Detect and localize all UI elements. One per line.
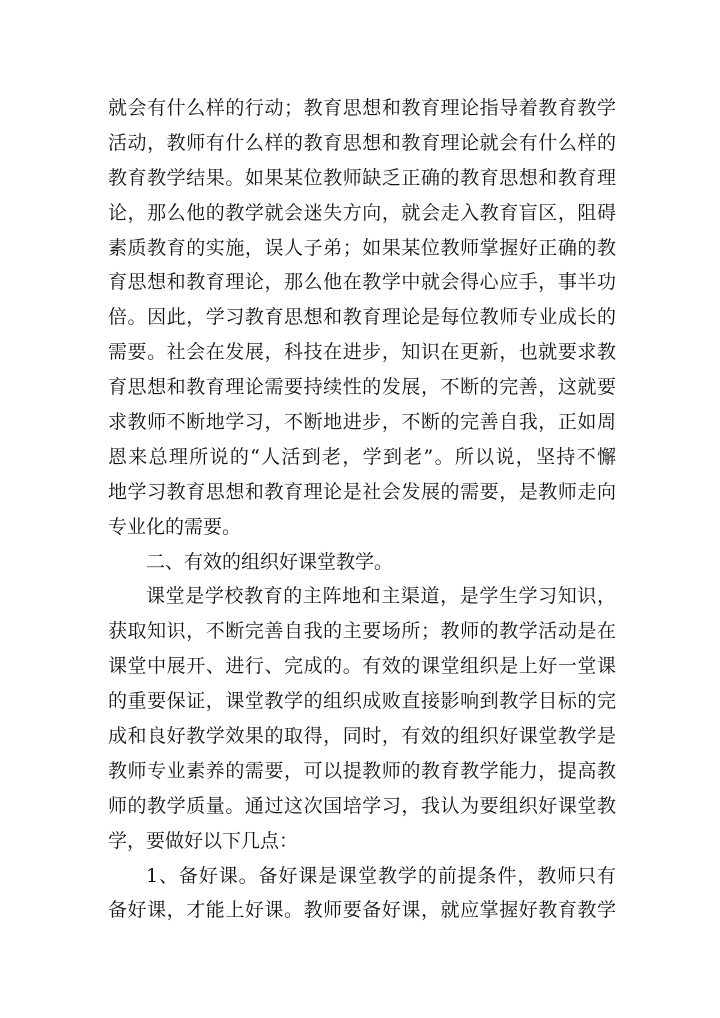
text-line: 需要。社会在发展，科技在进步，知识在更新，也就要求教 [108,341,616,364]
text-line: 素质教育的实施，误人子弟；如果某位教师掌握好正确的教 [108,236,616,259]
text-line: 1、备好课。备好课是课堂教学的前提条件，教师只有 [146,864,616,887]
text-line: 育思想和教育理论，那么他在教学中就会得心应手，事半功 [108,271,616,294]
text-line: 教育教学结果。如果某位教师缺乏正确的教育思想和教育理 [108,166,616,189]
text-line: 地学习教育思想和教育理论是社会发展的需要，是教师走向 [108,480,616,503]
text-line: 倍。因此，学习教育思想和教育理论是每位教师专业成长的 [108,306,616,329]
text-line: 课堂是学校教育的主阵地和主渠道，是学生学习知识， [146,585,616,608]
text-line: 活动，教师有什么样的教育思想和教育理论就会有什么样的 [108,131,616,154]
document-body [108,91,616,928]
text-line: 师的教学质量。通过这次国培学习，我认为要组织好课堂教 [108,794,616,817]
text-line: 学，要做好以下几点： [108,829,299,852]
text-line: 恩来总理所说的“人活到老，学到老”。所以说，坚持不懈 [108,445,616,468]
text-line: 成和良好教学效果的取得，同时，有效的组织好课堂教学是 [108,725,616,748]
text-line: 教师专业素养的需要，可以提教师的教育教学能力，提高教 [108,759,616,782]
text-line: 求教师不断地学习，不断地进步，不断的完善自我，正如周 [108,411,616,434]
text-line: 的重要保证，课堂教学的组织成败直接影响到教学目标的完 [108,690,616,713]
text-line: 获取知识，不断完善自我的主要场所；教师的教学活动是在 [108,620,616,643]
text-line: 就会有什么样的行动；教育思想和教育理论指导着教育教学 [108,97,616,119]
text-line: 二、有效的组织好课堂教学。 [146,550,394,573]
text-line: 育思想和教育理论需要持续性的发展，不断的完善，这就要 [108,376,616,399]
text-line: 论，那么他的教学就会迷失方向，就会走入教育盲区，阻碍 [108,201,616,224]
text-line: 专业化的需要。 [108,515,242,538]
text-line: 课堂中展开、进行、完成的。有效的课堂组织是上好一堂课 [108,655,616,678]
text-line: 备好课，才能上好课。教师要备好课，就应掌握好教育教学 [108,899,616,922]
